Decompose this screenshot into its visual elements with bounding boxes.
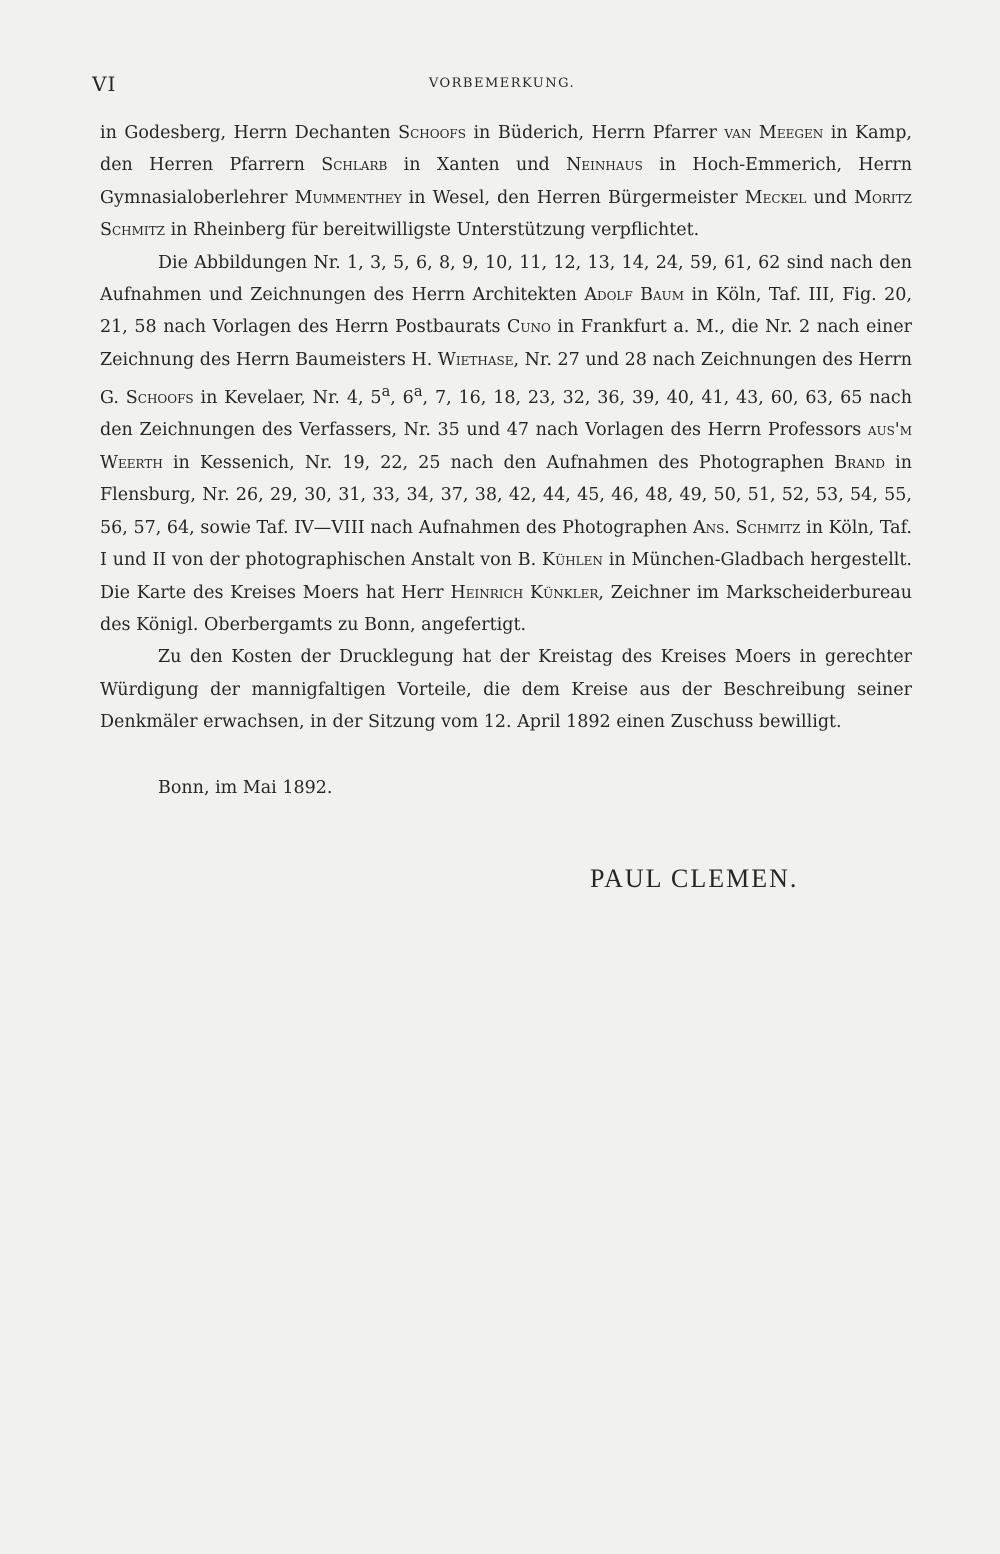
body-text: [100, 117, 912, 739]
running-title: VORBEMERKUNG.: [428, 76, 576, 91]
author-signature: PAUL CLEMEN.: [590, 864, 799, 893]
page-number: VI: [92, 72, 117, 96]
page-header: [92, 72, 912, 102]
paragraph-illustrations: Die Abbildungen Nr. 1, 3, 5, 6, 8, 9, 10, 11, 12, 13, 14, 24, 59, 61, 62 sind nach den Aufnahmen und Zeichnungen des Herrn Architekten Adolf Baum in Köln, Taf. III, Fig. 20, 21, 58 nach Vorlagen des Herrn Postbaurats Cuno in Frankfurt a. M., die Nr. 2 nach einer Zeichnung des Herrn Baumeisters H. Wiethase, Nr. 27 und 28 nach Zeichnungen des Herrn G. Schoofs in Kevelaer, Nr. 4, 5$^a$, 6$^a$, 7, 16, 18, 23, 32, 36, 39, 40, 41, 43, 60, 63, 65 nach den Zeichnungen des Verfassers, Nr. 35 und 47 nach Vorlagen des Herrn Professors aus'm Weerth in Kessenich, Nr. 19, 22, 25 nach den Aufnahmen des Photographen Brand in Flensburg, Nr. 26, 29, 30, 31, 33, 34, 37, 38, 42, 44, 45, 46, 48, 49, 50, 51, 52, 53, 54, 55, 56, 57, 64, sowie Taf. IV—VIII nach Aufnahmen des Photographen Ans. Schmitz in Köln, Taf. I und II von der photographischen Anstalt von B. Kühlen in München-Gladbach hergestellt. Die Karte des Kreises Moers hat Herr Heinrich Künkler, Zeichner im Markscheiderbureau des Königl. Oberbergamts zu Bonn, angefertigt.: [100, 252, 913, 635]
paragraph-funding: Zu den Kosten der Drucklegung hat der Kreistag des Kreises Moers in gerechter Würdigung der mannigfaltigen Vorteile, die dem Kreise aus der Beschreibung seiner Denkmäler erwachsen, in der Sitzung vom 12. April 1892 einen Zuschuss bewilligt.: [100, 647, 912, 733]
place-date: Bonn, im Mai 1892.: [158, 778, 333, 798]
paragraph-acknowledgements: in Godesberg, Herrn Dechanten Schoofs in Büderich, Herrn Pfarrer van Meegen in Kamp, den Herren Pfarrern Schlarb in Xanten und Neinhaus in Hoch-Emmerich, Herrn Gymnasialoberlehrer Mummenthey in Wesel, den Herren Bürgermeister Meckel und Moritz Schmitz in Rheinberg für bereitwilligste Unterstützung verpflichtet.: [100, 123, 913, 241]
